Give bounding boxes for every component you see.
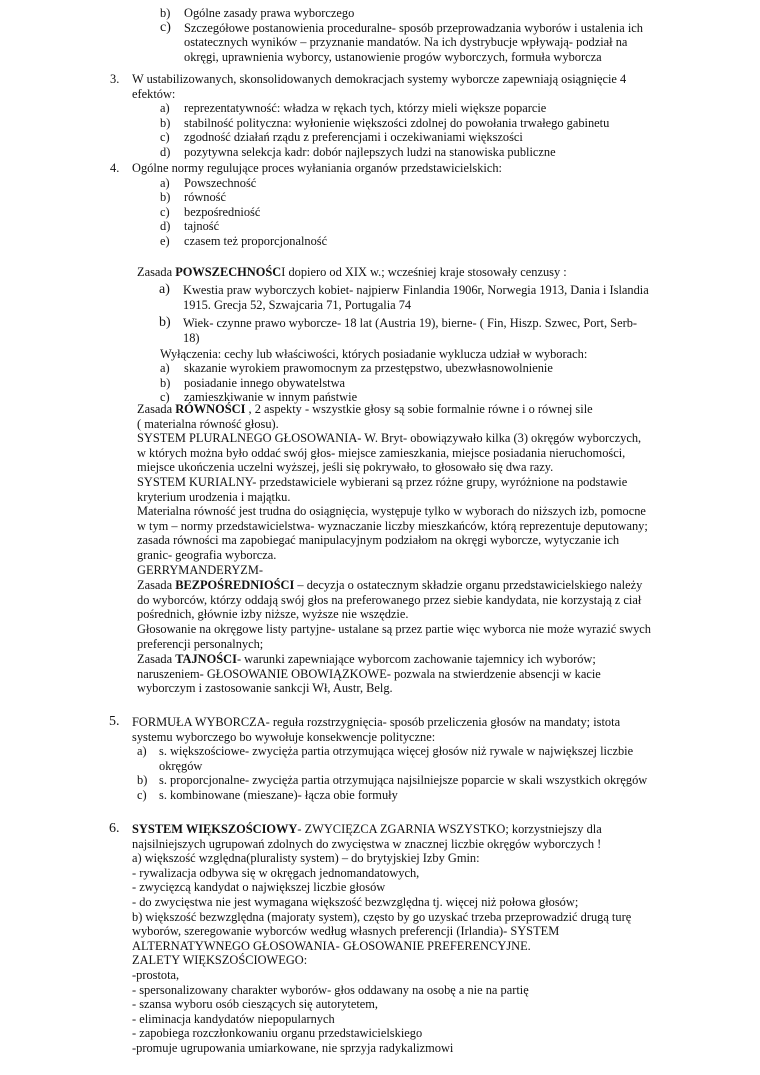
list-item — [0, 376, 760, 391]
list-item — [0, 773, 760, 788]
list-item-text: Kwestia praw wyborczych kobiet- najpierw Finlandia 1906r, Norwegia 1913, Dania i Islandia — [183, 282, 649, 297]
paragraph-line: ( materialna równość głosu). — [137, 416, 279, 431]
list-item-text: okręgów — [159, 758, 203, 773]
paragraph-line: - eliminacja kandydatów niepopularnych — [132, 1011, 335, 1026]
paragraph-line: wyborów, szeregowanie wyborców według własnych preferencji (Irlandia)- SYSTEM — [132, 924, 560, 939]
list-item-text: s. proporcjonalne- zwycięża partia otrzymująca najsilniejsze poparcie w skali wszystkich okręgów — [159, 773, 648, 788]
paragraph-line: granic- geografia wyborcza. — [137, 547, 277, 562]
section-heading: SYSTEM WIĘKSZOŚCIOWY- ZWYCIĘZCA ZGARNIA WSZYSTKO; korzystniejszy dla — [132, 822, 602, 836]
bold-term: SYSTEM WIĘKSZOŚCIOWY — [132, 822, 298, 836]
paragraph-line: Głosowanie na okręgowe listy partyjne- ustalane są przez partie więc wyborca nie może wyrazić swych — [137, 621, 652, 636]
paragraph-line: - szansa wyboru osób cieszących się autorytetem, — [132, 997, 379, 1012]
list-marker: e) — [160, 233, 170, 248]
section-number: 3. — [110, 72, 120, 86]
list-marker: d) — [160, 219, 171, 234]
bold-term: TAJNOŚCI — [175, 652, 237, 667]
paragraph-line: miejsce ukończenia uczelni wyższej, jeśli się pokrywało, to głosowało się dwa razy. — [137, 460, 554, 475]
list-marker: c) — [137, 787, 147, 802]
intro-list — [0, 6, 760, 64]
section-text: systemu wyborczego bo wywołuje konsekwencje polityczne: — [132, 729, 436, 744]
list-item-text: tajność — [184, 219, 220, 234]
list-marker: c) — [160, 204, 170, 219]
paragraph-line: SYSTEM KURIALNY- przedstawiciele wybierani są przez różne grupy, wyróżnione na podstawie — [137, 474, 628, 489]
bold-term: BEZPOŚREDNIOŚCI — [175, 578, 295, 593]
list-item — [0, 176, 760, 191]
list-item-text: okręgi, uprawnienia wyborcy, ustanowienie progów wyborczych, formuła wyborcza — [184, 49, 602, 64]
list-item — [0, 6, 760, 21]
section-3 — [0, 72, 760, 160]
list-marker: a) — [160, 175, 170, 190]
list-item-text: 18) — [183, 331, 200, 346]
list-marker: a) — [160, 101, 170, 116]
list-item-text: zgodność działań rządu z preferencjami i oczekiwaniami większości — [184, 130, 523, 145]
paragraph-line: ZALETY WIĘKSZOŚCIOWEGO: — [132, 953, 308, 968]
list-item-text: zamieszkiwanie w innym państwie — [184, 390, 358, 405]
list-item — [0, 361, 760, 376]
paragraph-line: - zwycięzcą kandydat o największej liczbie głosów — [132, 880, 386, 895]
paragraph-line: naruszeniem- GŁOSOWANIE OBOWIĄZKOWE- pozwala na stwierdzenie absencji w kacie — [137, 666, 601, 681]
list-item-text: Ogólne zasady prawa wyborczego — [184, 6, 355, 20]
list-marker: c) — [160, 390, 170, 405]
paragraph-heading: Zasada POWSZECHNOŚCI dopiero od XIX w.; wcześniej kraje stosowały cenzusy : — [137, 265, 567, 279]
list-item-text: s. kombinowane (mieszane)- łącza obie formuły — [159, 787, 398, 802]
list-item-text: Wiek- czynne prawo wyborcze- 18 lat (Austria 19), bierne- ( Fin, Hiszp. Szwec, Port, Serb- — [183, 315, 638, 330]
paragraph-line: - spersonalizowany charakter wyborów- głos oddawany na osobę a nie na partię — [132, 982, 529, 997]
list-marker: b) — [160, 115, 171, 130]
list-marker: b) — [160, 375, 171, 390]
list-marker: a) — [160, 361, 170, 376]
list-item-text: bezpośredniość — [184, 204, 261, 219]
list-item-text: pozytywna selekcja kadr: dobór najlepszych ludzi na stanowiska publiczne — [184, 144, 556, 159]
list-item-text: ostatecznych wyników – przyznanie mandatów. Na ich dystrybucje wpływają- podział na — [184, 35, 628, 50]
list-item — [0, 190, 760, 205]
paragraph-line: kryterium urodzenia i majątku. — [137, 489, 291, 504]
powszechnosc-block — [0, 265, 760, 405]
paragraph-line: - zapobiega rozczłonkowaniu organu przedstawicielskiego — [132, 1026, 423, 1041]
list-item-text: równość — [184, 190, 226, 205]
paragraph-line: najsilniejszych ugrupowań zdolnych do zwycięstwa w znacznej liczbie okręgów wyborczych ! — [132, 836, 602, 851]
bold-term: POWSZECHNOŚC — [175, 265, 282, 279]
list-item — [0, 744, 760, 773]
paragraph-line: wyborczym i zastosowanie sankcji Wł, Austr, Belg. — [137, 681, 393, 696]
list-item-text: Powszechność — [184, 175, 257, 190]
list-item — [0, 101, 760, 116]
list-item-text: reprezentatywność: władza w rękach tych, którzy mieli większe poparcie — [184, 101, 547, 116]
list-item-text: stabilność polityczna: wyłonienie większości zdolnej do powołania trwałego gabinetu — [184, 115, 610, 130]
paragraph-line: -prostota, — [132, 967, 180, 982]
list-item-text: czasem też proporcjonalność — [184, 233, 328, 248]
list-marker: d) — [160, 144, 171, 159]
paragraph-line: do wyborców, którzy oddają swój głos na preferowanego przez siebie kandydata, nie korzystają z ciał — [137, 592, 642, 607]
section-body — [0, 837, 760, 1056]
paragraph-heading: Zasada TAJNOŚCI- warunki zapewniające wyborcom zachowanie tajemnicy ich wyborów; — [137, 652, 596, 667]
paragraph-line: - do zwycięstwa nie jest wymagana większość bezwzględna tj. więcej niż połowa głosów; — [132, 894, 579, 909]
paragraph-line: Materialna równość jest trudna do osiągnięcia, występuje tylko w wyborach do niższych izb, pomocne — [137, 504, 646, 519]
list-item — [0, 21, 760, 65]
list-item-text: Szczegółowe postanowienia proceduralne- sposób przeprowadzania wyborów i ustalenia ich — [184, 20, 643, 35]
paragraph-line: zasada równości ma zapobiegać manipulacyjnym podziałom na okręgi wyborcze, wytyczanie ich — [137, 533, 620, 548]
list-item — [0, 145, 760, 160]
paragraph-line: b) większość bezwzględna (majoraty system), często by go uzyskać trzeba przeprowadzić drugą turę — [132, 909, 632, 924]
zasady-block — [0, 402, 760, 696]
paragraph-line: pośrednich, głównie izby niższe, wyższe nie wszędzie. — [137, 607, 409, 622]
exclusions-title: Wyłączenia: cechy lub właściwości, których posiadanie wyklucza udział w wyborach: — [160, 346, 588, 361]
list-marker: a) — [137, 744, 147, 759]
list-marker: b) — [159, 314, 171, 330]
list-marker: b) — [137, 773, 148, 788]
list-marker: a) — [159, 281, 170, 297]
list-marker: b) — [160, 6, 171, 20]
section-number: 4. — [110, 161, 120, 175]
paragraph-line: w tym – normy przedstawicielstwa- wyznaczanie liczby mieszkańców, którą reprezentuje deputowany; — [137, 518, 648, 533]
bold-term: RÓWNOŚCI — [175, 402, 246, 416]
paragraph-line: preferencji personalnych; — [137, 636, 264, 651]
paragraph-line: w których można było oddać swój głos- miejsce zamieszkania, miejsce posiadania nieruchomości, — [137, 445, 626, 460]
section-text: efektów: — [132, 86, 176, 101]
list-item — [0, 283, 760, 314]
paragraph-heading: Zasada RÓWNOŚCI , 2 aspekty - wszystkie głosy są sobie formalnie równe i o równej sile — [137, 402, 593, 416]
list-item — [0, 788, 760, 803]
list-item — [0, 316, 760, 347]
list-item — [0, 205, 760, 220]
section-5 — [0, 715, 760, 803]
paragraph-line: a) większość względna(pluralisty system) – do brytyjskiej Izby Gmin: — [132, 851, 480, 866]
paragraph-line: -promuje ugrupowania umiarkowane, nie sprzyja radykalizmowi — [132, 1040, 454, 1055]
paragraph-line: ALTERNATYWNEGO GŁOSOWANIA- GŁOSOWANIE PREFERENCYJNE. — [132, 938, 531, 953]
section-number: 6. — [109, 821, 120, 836]
list-item — [0, 219, 760, 234]
section-text: Ogólne normy regulujące proces wyłaniania organów przedstawicielskich: — [132, 161, 502, 175]
section-4 — [0, 161, 760, 249]
list-item-text: 1915. Grecja 52, Szwajcaria 71, Portugalia 74 — [183, 298, 412, 313]
paragraph-line: - rywalizacja odbywa się w okręgach jednomandatowych, — [132, 865, 420, 880]
list-marker: c) — [160, 130, 170, 145]
paragraph-line: GERRYMANDERYZM- — [137, 562, 263, 577]
list-item — [0, 116, 760, 131]
list-marker: b) — [160, 190, 171, 205]
list-item — [0, 234, 760, 249]
list-item — [0, 130, 760, 145]
list-marker: c) — [160, 19, 171, 35]
paragraph-heading: Zasada BEZPOŚREDNIOŚCI – decyzja o ostatecznym składzie organu przedstawicielskiego należy — [137, 578, 643, 593]
section-6 — [0, 822, 760, 1056]
section-text: FORMUŁA WYBORCZA- reguła rozstrzygnięcia- sposób przeliczenia głosów na mandaty; istota — [132, 715, 621, 729]
list-item-text: s. większościowe- zwycięża partia otrzymująca więcej głosów niż rywale w największej liczbie — [159, 744, 634, 759]
list-item-text: posiadanie innego obywatelstwa — [184, 375, 346, 390]
paragraph-line: SYSTEM PLURALNEGO GŁOSOWANIA- W. Bryt- obowiązywało kilka (3) okręgów wyborczych, — [137, 431, 642, 446]
section-number: 5. — [109, 714, 120, 729]
list-item-text: skazanie wyrokiem prawomocnym za przestępstwo, ubezwłasnowolnienie — [184, 361, 553, 376]
section-text: W ustabilizowanych, skonsolidowanych demokracjach systemy wyborcze zapewniają osiągnięcie 4 — [132, 72, 627, 86]
